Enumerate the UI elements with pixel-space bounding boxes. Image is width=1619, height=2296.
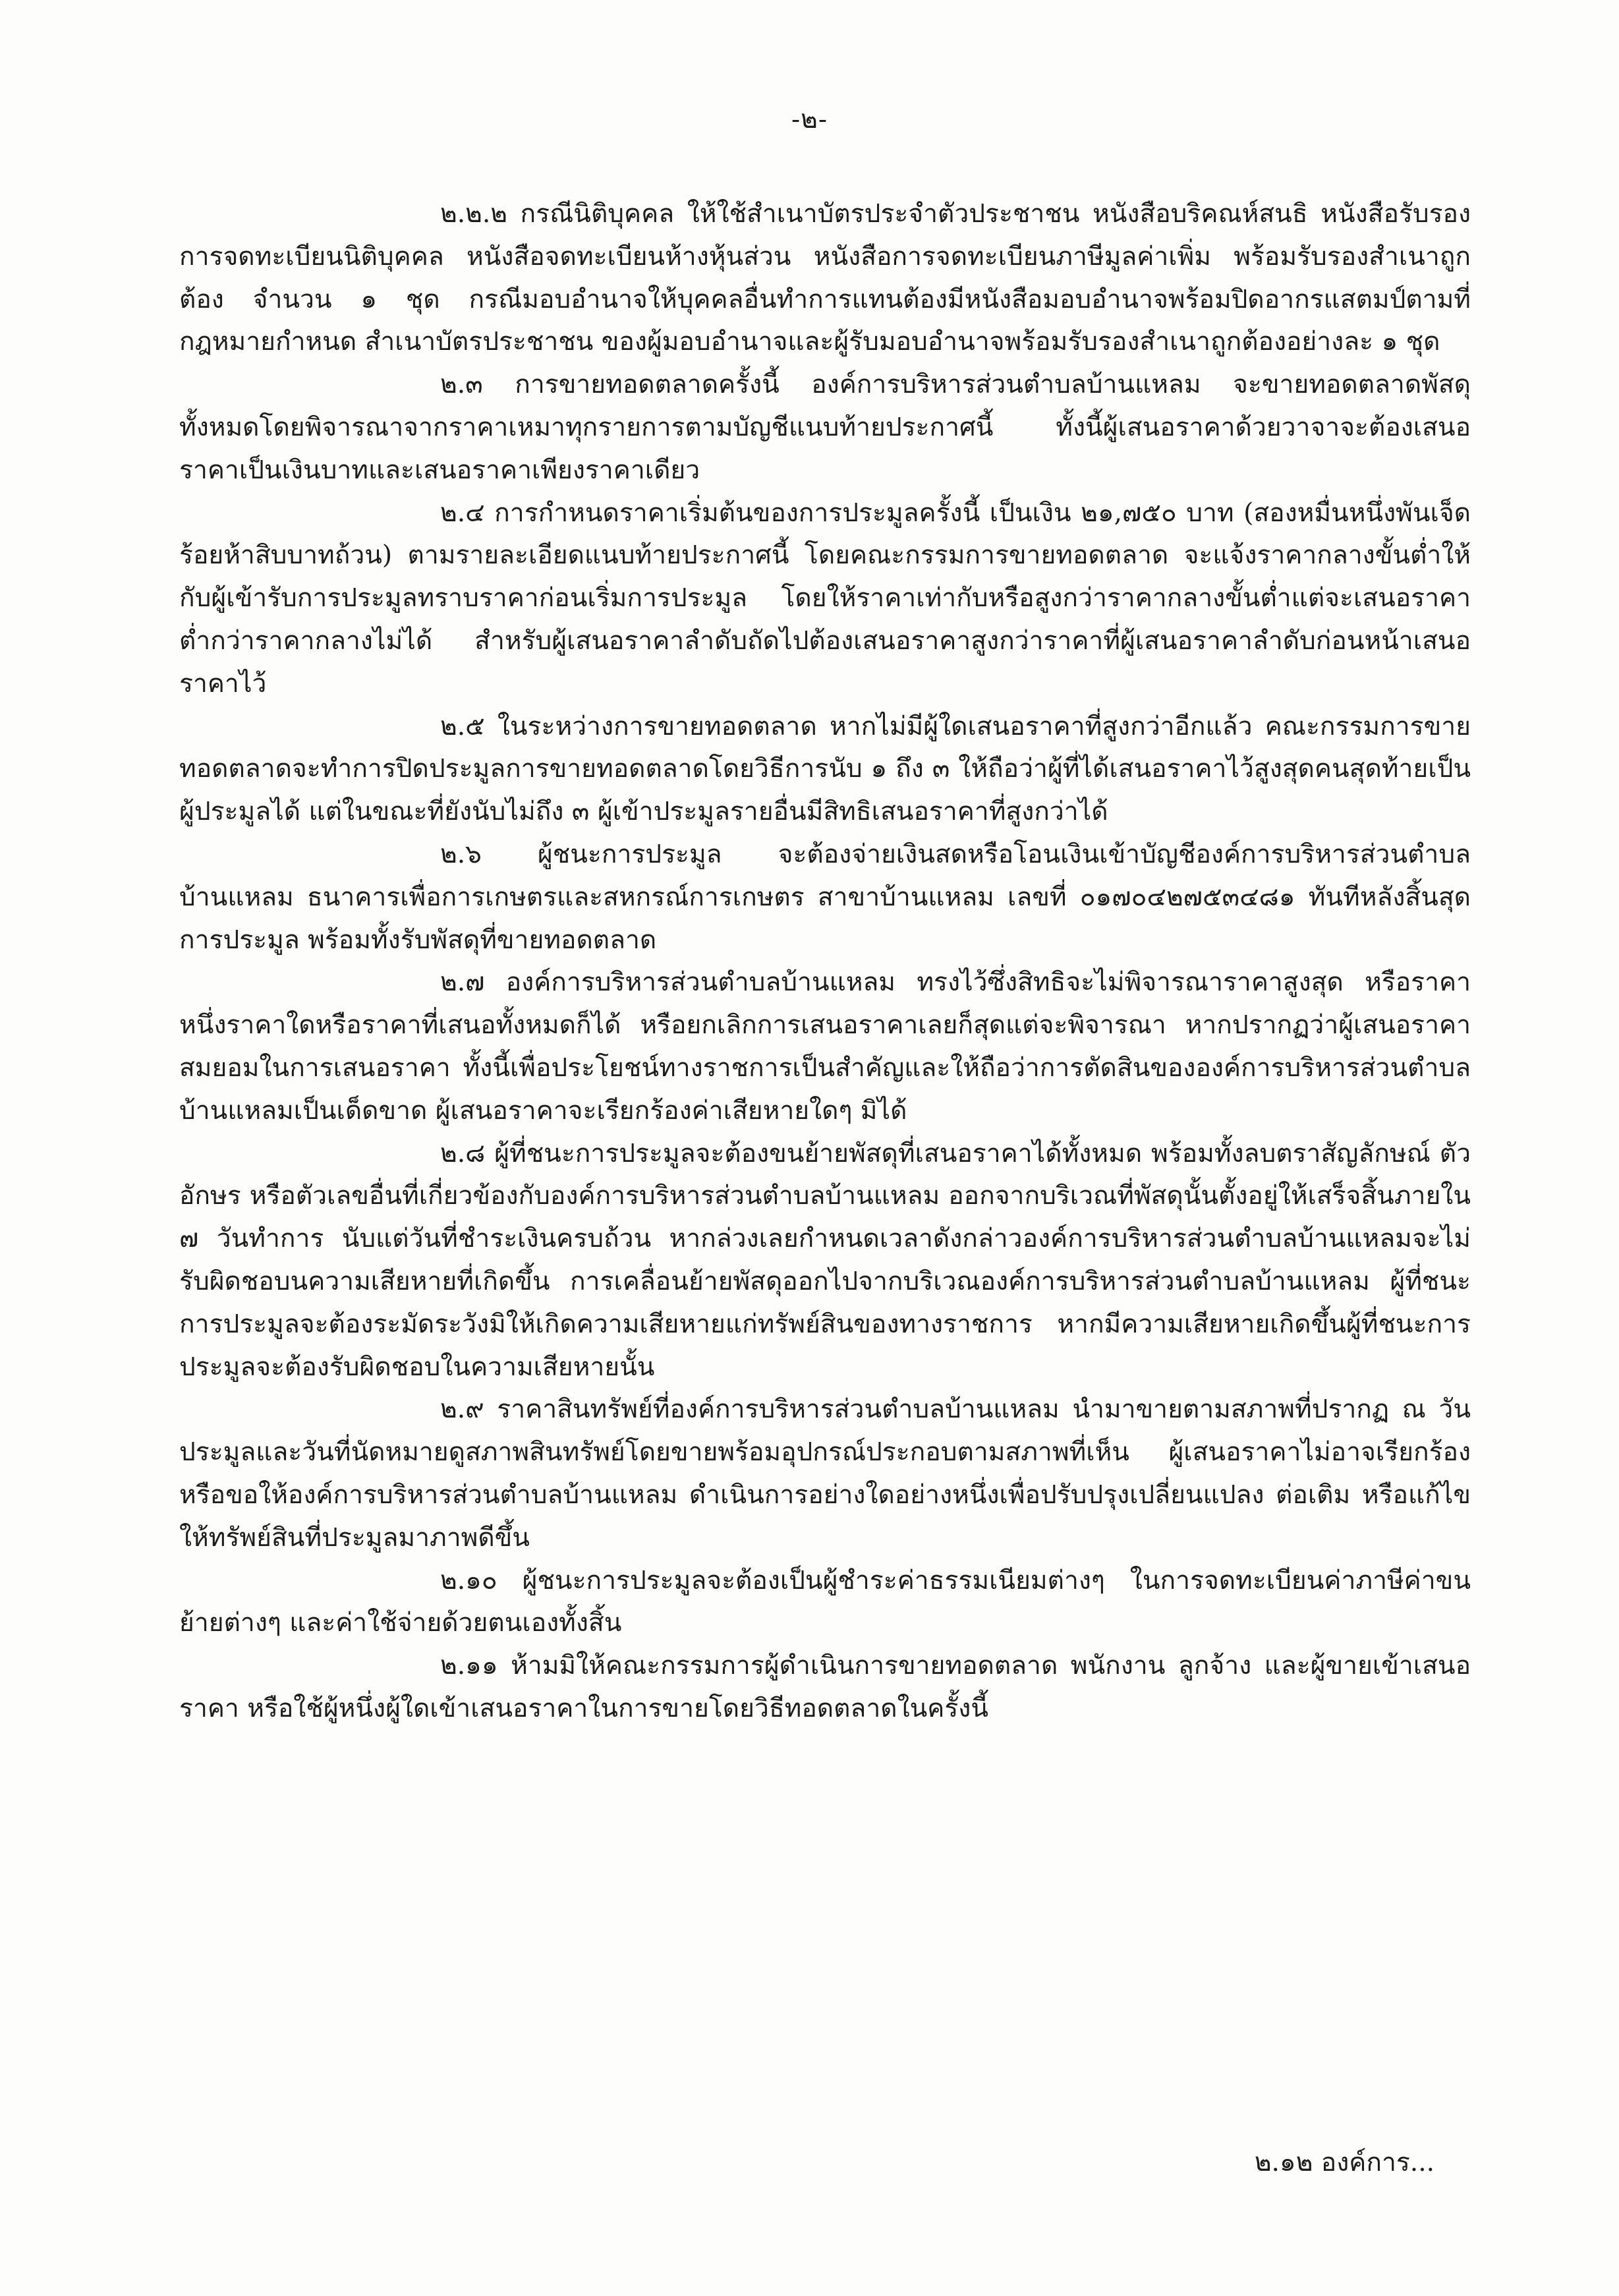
paragraph-2-9: ๒.๙ ราคาสินทรัพย์ที่องค์การบริหารส่วนตำบลบ้านแหลม นำมาขายตามสภาพที่ปรากฏ ณ วันประมูลและวันที่นัดหมายดูสภาพสินทรัพย์โดยขายพร้อมอุปกรณ์ประกอบตามสภาพที่เห็น ผู้เสนอราคาไม่อาจเรียกร้องหรือขอให้องค์การบริหารส่วนตำบลบ้านแหลม ดำเนินการอย่างใดอย่างหนึ่งเพื่อปรับปรุงเปลี่ยนแปลง ต่อเติม หรือแก้ไขให้ทรัพย์สินที่ประมูลมาภาพดีขึ้น (179, 1394, 1471, 1553)
paragraph-2-4: ๒.๔ การกำหนดราคาเริ่มต้นของการประมูลครั้งนี้ เป็นเงิน ๒๑,๗๕๐ บาท (สองหมื่นหนึ่งพันเจ็ดร้อยห้าสิบบาทถ้วน) ตามรายละเอียดแนบท้ายประกาศนี้ โดยคณะกรรมการขายทอดตลาด จะแจ้งราคากลางขั้นต่ำให้กับผู้เข้ารับการประมูลทราบราคาก่อนเริ่มการประมูล โดยให้ราคาเท่ากับหรือสูงกว่าราคากลางขั้นต่ำแต่จะเสนอราคาต่ำกว่าราคากลางไม่ได้ สำหรับผู้เสนอราคาลำดับถัดไปต้องเสนอราคาสูงกว่าราคาที่ผู้เสนอราคาลำดับก่อนหน้าเสนอราคาไว้ (179, 498, 1471, 699)
paragraph-2-5: ๒.๕ ในระหว่างการขายทอดตลาด หากไม่มีผู้ใดเสนอราคาที่สูงกว่าอีกแล้ว คณะกรรมการขายทอดตลาดจะทำการปิดประมูลการขายทอดตลาดโดยวิธีการนับ ๑ ถึง ๓ ให้ถือว่าผู้ที่ได้เสนอราคาไว้สูงสุดคนสุดท้ายเป็นผู้ประมูลได้ แต่ในขณะที่ยังนับไม่ถึง ๓ ผู้เข้าประมูลรายอื่นมีสิทธิเสนอราคาที่สูงกว่าได้ (179, 711, 1471, 827)
continuation-marker: ๒.๑๒ องค์การ... (1254, 2148, 1434, 2177)
page-number: -๒- (791, 105, 828, 134)
paragraph-2-8: ๒.๘ ผู้ที่ชนะการประมูลจะต้องขนย้ายพัสดุที่เสนอราคาได้ทั้งหมด พร้อมทั้งลบตราสัญลักษณ์ ตัวอักษร หรือตัวเลขอื่นที่เกี่ยวข้องกับองค์การบริหารส่วนตำบลบ้านแหลม ออกจากบริเวณที่พัสดุนั้นตั้งอยู่ให้เสร็จสิ้นภายใน ๗ วันทำการ นับแต่วันที่ชำระเงินครบถ้วน หากล่วงเลยกำหนดเวลาดังกล่าวองค์การบริหารส่วนตำบลบ้านแหลมจะไม่รับผิดชอบนความเสียหายที่เกิดขึ้น การเคลื่อนย้ายพัสดุออกไปจากบริเวณองค์การบริหารส่วนตำบลบ้านแหลม ผู้ที่ชนะการประมูลจะต้องระมัดระวังมิให้เกิดความเสียหายแก่ทรัพย์สินของทางราชการ หากมีความเสียหายเกิดขึ้นผู้ที่ชนะการประมูลจะต้องรับผิดชอบในความเสียหายนั้น (179, 1138, 1471, 1382)
document-body (179, 193, 1471, 1731)
paragraph-2-6: ๒.๖ ผู้ชนะการประมูล จะต้องจ่ายเงินสดหรือโอนเงินเข้าบัญชีองค์การบริหารส่วนตำบลบ้านแหลม ธนาคารเพื่อการเกษตรและสหกรณ์การเกษตร สาขาบ้านแหลม เลขที่ ๐๑๗๐๔๒๗๕๓๔๘๑ ทันทีหลังสิ้นสุดการประมูล พร้อมทั้งรับพัสดุที่ขายทอดตลาด (179, 839, 1471, 955)
paragraph-2-2-2: ๒.๒.๒ กรณีนิติบุคคล ให้ใช้สำเนาบัตรประจำตัวประชาชน หนังสือบริคณห์สนธิ หนังสือรับรองการจดทะเบียนนิติบุคคล หนังสือจดทะเบียนห้างหุ้นส่วน หนังสือการจดทะเบียนภาษีมูลค่าเพิ่ม พร้อมรับรองสำเนาถูกต้อง จำนวน ๑ ชุด กรณีมอบอำนาจให้บุคคลอื่นทำการแทนต้องมีหนังสือมอบอำนาจพร้อมปิดอากรแสตมป์ตามที่กฎหมายกำหนด สำเนาบัตรประชาชน ของผู้มอบอำนาจและผู้รับมอบอำนาจพร้อมรับรองสำเนาถูกต้องอย่างละ ๑ ชุด (179, 199, 1471, 357)
paragraph-2-11: ๒.๑๑ ห้ามมิให้คณะกรรมการผู้ดำเนินการขายทอดตลาด พนักงาน ลูกจ้าง และผู้ขายเข้าเสนอราคา หรือใช้ผู้หนึ่งผู้ใดเข้าเสนอราคาในการขายโดยวิธีทอดตลาดในครั้งนี้ (179, 1651, 1471, 1723)
paragraph-2-3: ๒.๓ การขายทอดตลาดครั้งนี้ องค์การบริหารส่วนตำบลบ้านแหลม จะขายทอดตลาดพัสดุทั้งหมดโดยพิจารณาจากราคาเหมาทุกรายการตามบัญชีแนบท้ายประกาศนี้ ทั้งนี้ผู้เสนอราคาด้วยวาจาจะต้องเสนอราคาเป็นเงินบาทและเสนอราคาเพียงราคาเดียว (179, 370, 1471, 485)
paragraph-2-7: ๒.๗ องค์การบริหารส่วนตำบลบ้านแหลม ทรงไว้ซึ่งสิทธิจะไม่พิจารณาราคาสูงสุด หรือราคาหนึ่งราคาใดหรือราคาที่เสนอทั้งหมดก็ได้ หรือยกเลิกการเสนอราคาเลยก็สุดแต่จะพิจารณา หากปรากฏว่าผู้เสนอราคาสมยอมในการเสนอราคา ทั้งนี้เพื่อประโยชน์ทางราชการเป็นสำคัญและให้ถือว่าการตัดสินขององค์การบริหารส่วนตำบลบ้านแหลมเป็นเด็ดขาด ผู้เสนอราคาจะเรียกร้องค่าเสียหายใดๆ มิได้ (179, 967, 1471, 1126)
paragraph-2-10: ๒.๑๐ ผู้ชนะการประมูลจะต้องเป็นผู้ชำระค่าธรรมเนียมต่างๆ ในการจดทะเบียนค่าภาษีค่าขนย้ายต่างๆ และค่าใช้จ่ายด้วยตนเองทั้งสิ้น (179, 1565, 1471, 1638)
